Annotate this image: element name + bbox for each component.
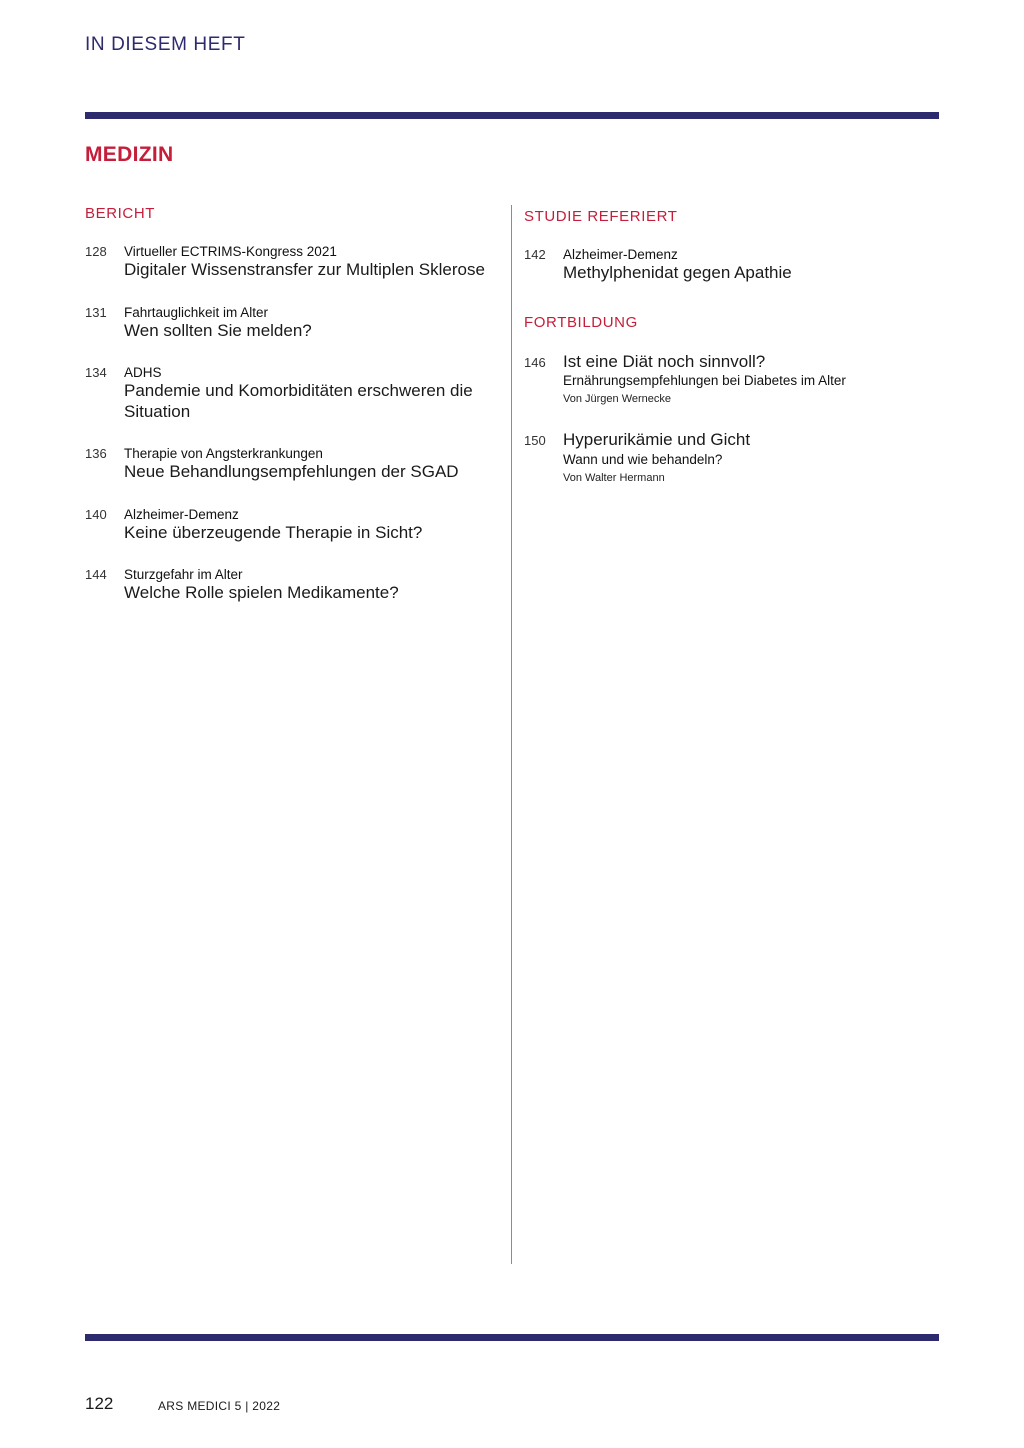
category-bericht: BERICHT <box>85 205 156 222</box>
page-number: 146 <box>524 354 546 370</box>
entry-title: Welche Rolle spielen Medikamente? <box>124 583 399 602</box>
entry-title: Methylphenidat gegen Apathie <box>563 263 792 282</box>
entry-overline: Alzheimer-Demenz <box>563 247 678 262</box>
entry-title: Hyperurikämie und Gicht <box>563 430 751 449</box>
footer-magazine: ARS MEDICI 5 | 2022 <box>158 1399 281 1413</box>
bottom-rule <box>85 1334 939 1341</box>
entry-title: Keine überzeugende Therapie in Sicht? <box>124 522 423 542</box>
header-kicker: IN DIESEM HEFT <box>85 34 246 55</box>
entry-overline: Therapie von Angsterkrankungen <box>124 446 323 461</box>
entry-subtitle: Wann und wie behandeln? <box>563 451 723 467</box>
top-rule <box>85 112 939 119</box>
toc-entry[interactable] <box>85 566 495 604</box>
entry-overline: Sturzgefahr im Alter <box>124 567 243 582</box>
entry-overline: Fahrtauglichkeit im Alter <box>124 304 269 320</box>
right-column <box>524 208 944 509</box>
toc-entry[interactable] <box>524 352 944 408</box>
entry-title: Digitaler Wissenstransfer zur Multiplen Sklerose <box>124 260 485 279</box>
entry-author: Von Jürgen Wernecke <box>563 393 672 405</box>
category-fortbildung: FORTBILDUNG <box>524 313 638 331</box>
entry-title: Neue Behandlungsempfehlungen der SGAD <box>124 462 459 481</box>
page-number: 142 <box>524 247 546 262</box>
section-title: MEDIZIN <box>85 143 174 166</box>
entry-subtitle: Ernährungsempfehlungen bei Diabetes im Alter <box>563 373 846 388</box>
entry-title: Pandemie und Komorbiditäten erschweren die Situation <box>124 381 473 421</box>
toc-entry[interactable] <box>85 364 495 422</box>
page-number: 131 <box>85 304 107 320</box>
entry-overline: Virtueller ECTRIMS-Kongress 2021 <box>124 244 337 259</box>
page-number: 136 <box>85 446 107 461</box>
footer-page-number: 122 <box>85 1394 114 1413</box>
page-number: 128 <box>85 244 107 259</box>
entry-overline: Alzheimer-Demenz <box>124 506 239 522</box>
entry-overline: ADHS <box>124 365 162 380</box>
toc-entry[interactable] <box>524 246 944 284</box>
toc-entry[interactable] <box>85 506 495 544</box>
entry-title: Ist eine Diät noch sinnvoll? <box>563 351 766 371</box>
page-number: 140 <box>85 506 107 522</box>
page-number: 144 <box>85 567 107 582</box>
toc-entry[interactable] <box>85 243 495 281</box>
page-number: 134 <box>85 365 107 380</box>
toc-entry[interactable] <box>85 304 495 342</box>
toc-entry[interactable] <box>524 430 944 486</box>
entry-author: Von Walter Hermann <box>563 471 665 484</box>
entry-title: Wen sollten Sie melden? <box>124 320 312 340</box>
column-divider <box>511 205 512 1264</box>
left-column <box>85 205 495 627</box>
category-studie-referiert: STUDIE REFERIERT <box>524 208 678 225</box>
page-number: 150 <box>524 433 546 448</box>
toc-entry[interactable] <box>85 445 495 483</box>
